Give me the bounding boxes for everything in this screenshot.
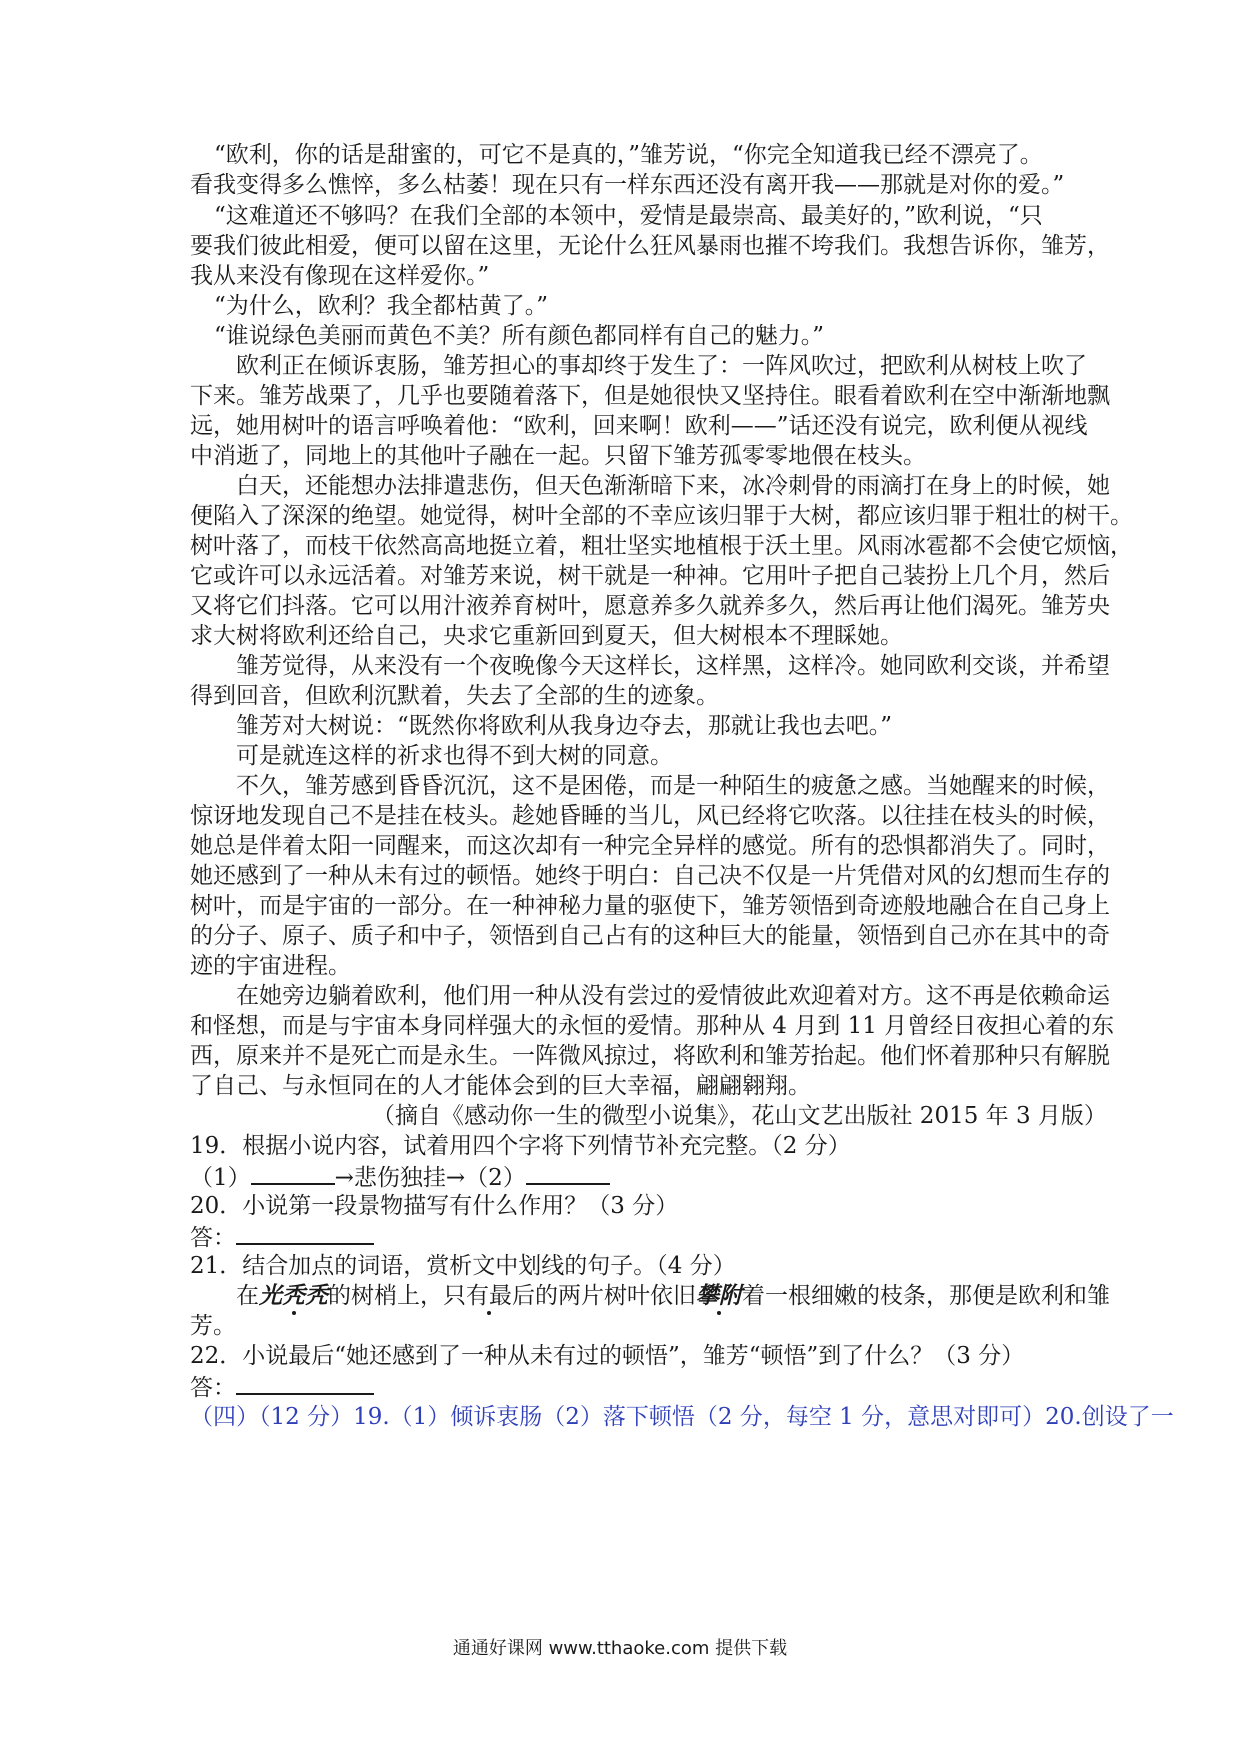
paragraph-line: 惊讶地发现自己不是挂在枝头。趁她昏睡的当儿，风已经将它吹落。以往挂在枝头的时候， [190,803,1110,829]
answer-blank-22[interactable] [236,1371,374,1395]
paragraph-line: 树叶，而是宇宙的一部分。在一种神秘力量的驱使下，雏芳领悟到奇迹般地融合在自己身上 [190,893,1110,919]
paragraph-line: 远，她用树叶的语言呼唤着他：“欧利，回来啊！欧利——”话还没有说完，欧利便从视线 [190,413,1088,439]
sentence-part: 着一根细嫩的枝条，那便是欧利和雏 [742,1283,1110,1309]
source-citation: （摘自《感动你一生的微型小说集》，花山文艺出版社 2015 年 3 月版） [372,1103,1107,1129]
answer-blank-1[interactable] [251,1161,335,1185]
paragraph-line: 又将它们抖落。它可以用汁液养育树叶，愿意养多久就养多久，然后再让他们渴死。雏芳央 [190,593,1110,619]
question-19-blanks [190,1161,610,1193]
paragraph-line: 我从来没有像现在这样爱你。” [190,263,490,289]
plot-sequence-text: →悲伤独挂→（2） [334,1165,526,1191]
sentence-part: 的两片树叶依旧 [535,1283,696,1309]
question-22: 22．小说最后“她还感到了一种从未有过的顿悟”，雏芳“顿悟”到了什么？（3 分） [190,1343,1025,1369]
dotted-word-cling: 攀附 [696,1282,742,1309]
answer-key-line: （四）（12 分）19.（1）倾诉衷肠（2）落下顿悟（2 分，每空 1 分，意思对即可）20.创设了一 [190,1404,1174,1430]
paragraph-line: 雏芳对大树说：“既然你将欧利从我身边夺去，那就让我也去吧。” [236,713,893,739]
paragraph-line: 得到回音，但欧利沉默着，失去了全部的生的迹象。 [190,683,719,709]
page-footer: 通通好课网 www.tthaoke.com 提供下载 [452,1638,788,1659]
paragraph-line: 白天，还能想办法排遣悲伤，但天色渐渐暗下来，冰冷刺骨的雨滴打在身上的时候，她 [236,473,1110,499]
paragraph-line: 要我们彼此相爱，便可以留在这里，无论什么狂风暴雨也摧不垮我们。我想告诉你，雏芳， [190,233,1110,259]
paragraph-line: 可是就连这样的祈求也得不到大树的同意。 [236,743,673,769]
paragraph-line: 欧利正在倾诉衷肠，雏芳担心的事却终于发生了：一阵风吹过，把欧利从树枝上吹了 [236,353,1087,379]
paragraph-line: 在她旁边躺着欧利，他们用一种从没有尝过的爱情彼此欢迎着对方。这不再是依赖命运 [236,983,1110,1009]
question-20: 20．小说第一段景物描写有什么作用？（3 分） [190,1193,679,1219]
paragraph-line: 和怪想，而是与宇宙本身同样强大的永恒的爱情。那种从 4 月到 11 月曾经日夜担心着的东 [190,1013,1115,1039]
paragraph-line: 雏芳觉得，从来没有一个夜晚像今天这样长，这样黑，这样冷。她同欧利交谈，并希望 [236,653,1110,679]
sentence-part: 在 [236,1283,259,1309]
dotted-word-bald: 光秃秃 [259,1282,328,1309]
answer-label: 答： [190,1225,236,1251]
paragraph-line: 它或许可以永远活着。对雏芳来说，树干就是一种神。它用叶子把自己装扮上几个月，然后 [190,563,1110,589]
question-19: 19．根据小说内容，试着用四个字将下列情节补充完整。（2 分） [190,1133,851,1159]
sentence-end: 芳。 [190,1313,236,1339]
answer-label: 答： [190,1375,236,1401]
paragraph-line: 不久，雏芳感到昏昏沉沉，这不是困倦，而是一种陌生的疲惫之感。当她醒来的时候， [236,773,1110,799]
answer-line-22 [190,1371,374,1403]
paragraph-line: 求大树将欧利还给自己，央求它重新回到夏天，但大树根本不理睬她。 [190,623,903,649]
blank-label-1: （1） [190,1165,251,1191]
paragraph-line: “欧利，你的话是甜蜜的，可它不是真的，”雏芳说，“你完全知道我已经不漂亮了。 [214,142,1043,168]
answer-blank-2[interactable] [526,1161,610,1185]
sentence-part: 的树梢上， [328,1283,443,1309]
answer-line-20 [190,1221,374,1253]
question-21: 21．结合加点的词语，赏析文中划线的句子。（4 分） [190,1253,736,1279]
paragraph-line: 的分子、原子、质子和中子，领悟到自己占有的这种巨大的能量，领悟到自己亦在其中的奇 [190,923,1110,949]
paragraph-line: 了自己、与永恒同在的人才能体会到的巨大幸福，翩翩翱翔。 [190,1073,811,1099]
paragraph-line: 西，原来并不是死亡而是永生。一阵微风掠过，将欧利和雏芳抬起。他们怀着那种只有解脱 [190,1043,1110,1069]
paragraph-line: 中消逝了，同地上的其他叶子融在一起。只留下雏芳孤零零地偎在枝头。 [190,443,926,469]
paragraph-line: “这难道还不够吗？在我们全部的本领中，爱情是最崇高、最美好的，”欧利说，“只 [214,203,1043,229]
paragraph-line: 看我变得多么憔悴，多么枯萎！现在只有一样东西还没有离开我——那就是对你的爱。” [190,172,1065,198]
paragraph-line: 她还感到了一种从未有过的顿悟。她终于明白：自己决不仅是一片凭借对风的幻想而生存的 [190,863,1110,889]
paragraph-line: “谁说绿色美丽而黄色不美？所有颜色都同样有自己的魅力。” [214,323,825,349]
paragraph-line: 树叶落了，而枝干依然高高地挺立着，粗壮坚实地植根于沃土里。风雨冰雹都不会使它烦恼， [190,533,1133,559]
underlined-sentence [236,1281,1110,1311]
paragraph-line: 下来。雏芳战栗了，几乎也要随着落下，但是她很快又坚持住。眼看着欧利在空中渐渐地飘 [190,383,1110,409]
paragraph-line: 便陷入了深深的绝望。她觉得，树叶全部的不幸应该归罪于大树，都应该归罪于粗壮的树干。 [190,503,1133,529]
paragraph-line: 迹的宇宙进程。 [190,953,351,979]
paragraph-line: “为什么，欧利？我全都枯黄了。” [214,293,549,319]
dotted-word-only-last: 只有最后 [443,1283,535,1309]
answer-blank-20[interactable] [236,1221,374,1245]
paragraph-line: 她总是伴着太阳一同醒来，而这次却有一种完全异样的感觉。所有的恐惧都消失了。同时， [190,833,1110,859]
